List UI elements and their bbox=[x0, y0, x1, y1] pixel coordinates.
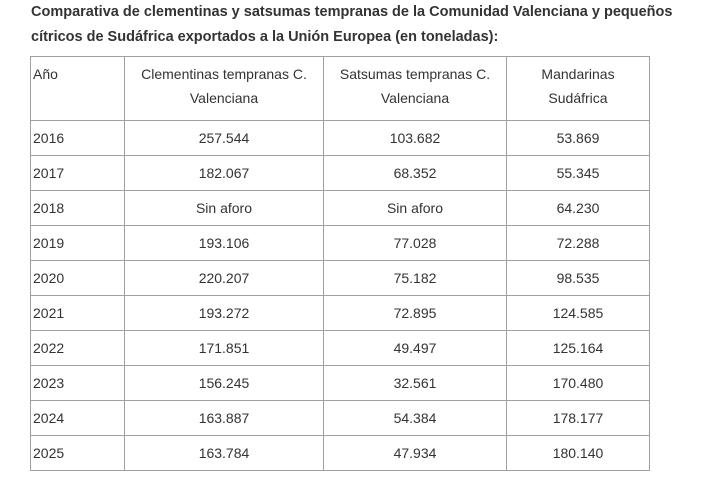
cell-year: 2024 bbox=[31, 401, 125, 436]
table-row bbox=[31, 296, 650, 331]
header-satsumas-line2: Valenciana bbox=[380, 90, 450, 106]
cell-year: 2020 bbox=[31, 261, 125, 296]
table-caption: Comparativa de clementinas y satsumas tempranas de la Comunidad Valenciana y pequeños cítricos de Sudáfrica exportados a la Unión Europea (en toneladas): bbox=[31, 4, 673, 45]
cell-clementinas: Sin aforo bbox=[125, 191, 324, 226]
cell-year: 2017 bbox=[31, 156, 125, 191]
cell-year: 2023 bbox=[31, 366, 125, 401]
table-row bbox=[31, 261, 650, 296]
cell-satsumas: 68.352 bbox=[324, 156, 507, 191]
table-row bbox=[31, 121, 650, 156]
table-header-row bbox=[31, 57, 650, 121]
cell-year: 2025 bbox=[31, 436, 125, 471]
cell-satsumas: 72.895 bbox=[324, 296, 507, 331]
table-row bbox=[31, 156, 650, 191]
cell-satsumas: 47.934 bbox=[324, 436, 507, 471]
table-row bbox=[31, 436, 650, 471]
table-row bbox=[31, 366, 650, 401]
header-clementinas-line2: Valenciana bbox=[189, 90, 259, 106]
cell-clementinas: 156.245 bbox=[125, 366, 324, 401]
cell-clementinas: 182.067 bbox=[125, 156, 324, 191]
table-row bbox=[31, 331, 650, 366]
header-satsumas bbox=[324, 57, 507, 121]
cell-clementinas: 193.106 bbox=[125, 226, 324, 261]
cell-satsumas: Sin aforo bbox=[324, 191, 507, 226]
cell-year: 2018 bbox=[31, 191, 125, 226]
cell-clementinas: 163.887 bbox=[125, 401, 324, 436]
cell-mandarinas: 180.140 bbox=[507, 436, 650, 471]
cell-year: 2016 bbox=[31, 121, 125, 156]
cell-mandarinas: 125.164 bbox=[507, 331, 650, 366]
cell-mandarinas: 98.535 bbox=[507, 261, 650, 296]
cell-clementinas: 163.784 bbox=[125, 436, 324, 471]
cell-mandarinas: 53.869 bbox=[507, 121, 650, 156]
header-clementinas bbox=[125, 57, 324, 121]
cell-mandarinas: 72.288 bbox=[507, 226, 650, 261]
cell-year: 2022 bbox=[31, 331, 125, 366]
cell-satsumas: 77.028 bbox=[324, 226, 507, 261]
cell-satsumas: 75.182 bbox=[324, 261, 507, 296]
header-mandarinas bbox=[507, 57, 650, 121]
cell-clementinas: 257.544 bbox=[125, 121, 324, 156]
cell-satsumas: 32.561 bbox=[324, 366, 507, 401]
header-mandarinas-line2: Sudáfrica bbox=[548, 90, 608, 106]
cell-mandarinas: 55.345 bbox=[507, 156, 650, 191]
header-mandarinas-line1: Mandarinas bbox=[541, 66, 615, 82]
cell-satsumas: 103.682 bbox=[324, 121, 507, 156]
header-year bbox=[31, 57, 125, 121]
cell-clementinas: 193.272 bbox=[125, 296, 324, 331]
table-row bbox=[31, 226, 650, 261]
table-row bbox=[31, 401, 650, 436]
cell-mandarinas: 170.480 bbox=[507, 366, 650, 401]
cell-satsumas: 49.497 bbox=[324, 331, 507, 366]
citrus-export-table bbox=[30, 56, 650, 471]
cell-year: 2019 bbox=[31, 226, 125, 261]
cell-year: 2021 bbox=[31, 296, 125, 331]
header-clementinas-line1: Clementinas tempranas C. bbox=[141, 66, 307, 82]
cell-mandarinas: 124.585 bbox=[507, 296, 650, 331]
header-satsumas-line1: Satsumas tempranas C. bbox=[339, 66, 491, 82]
cell-satsumas: 54.384 bbox=[324, 401, 507, 436]
cell-mandarinas: 64.230 bbox=[507, 191, 650, 226]
cell-mandarinas: 178.177 bbox=[507, 401, 650, 436]
header-year-label: Año bbox=[33, 66, 58, 82]
table-row bbox=[31, 191, 650, 226]
cell-clementinas: 171.851 bbox=[125, 331, 324, 366]
cell-clementinas: 220.207 bbox=[125, 261, 324, 296]
